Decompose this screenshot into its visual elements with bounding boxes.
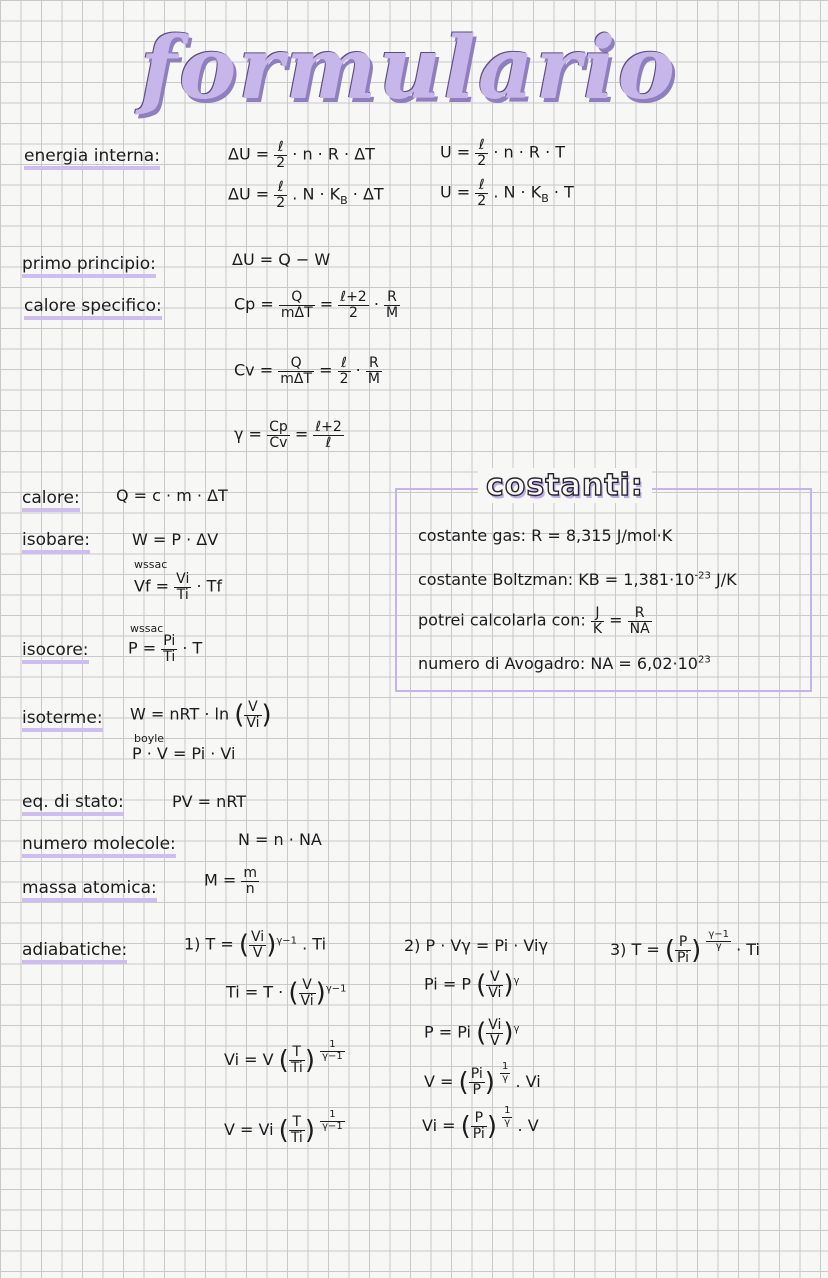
- adiabatica-2-formula-4: V = ( $\frac{Pi}{P}$ ) $\frac{1}{\gamma}$ . Vi: [424, 1061, 541, 1098]
- costante-gas: costante gas: R = 8,315 J/mol·K: [418, 526, 673, 545]
- isobare-vf-formula: Vf = $\frac{Vi}{Ti}$ · Tf: [134, 571, 223, 603]
- energia-formula-4: U = $\frac{\text{ℓ}}{2}$ . $N \cdot K_B \cdot T$: [440, 177, 574, 209]
- adiabatica-1-formula-1: 1) T = ( $\frac{Vi}{V}$ )$^{\gamma-1}$ . Ti: [184, 929, 327, 961]
- isobare-law-note: wssac: [134, 558, 168, 571]
- isocore-formula: P = $\frac{Pi}{Ti}$ · T: [128, 633, 203, 665]
- boyle-formula: P · V = Pi · Vi: [132, 744, 236, 763]
- adiabatica-2-formula-3: P = Pi ( $\frac{Vi}{V}$ )$^\gamma$: [424, 1017, 520, 1049]
- isocore-law-note: wssac: [130, 622, 164, 635]
- primo-principio-label: primo principio:: [22, 254, 156, 274]
- costante-boltzman: costante Boltzman: KB = $1,381\cdot 10^{-23}$ J/K: [418, 570, 737, 589]
- costanti-title: costanti:: [478, 468, 652, 503]
- stato-label: eq. di stato:: [22, 792, 124, 812]
- molecole-formula: N = n · NA: [238, 830, 322, 849]
- adiabatica-1-formula-4: V = Vi ( $\frac{T}{Ti}$ ) $\frac{1}{\gamma-1}$: [224, 1109, 343, 1146]
- stato-formula: PV = nRT: [172, 792, 247, 811]
- isoterme-law-note: boyle: [134, 732, 165, 745]
- costante-avogadro: numero di Avogadro: NA = $6,02\cdot 10^{23}$: [418, 654, 711, 673]
- molecole-label: numero molecole:: [22, 834, 176, 854]
- adiabatiche-label: adiabatiche:: [22, 940, 127, 960]
- calore-formula: Q = c · m · ΔT: [116, 486, 228, 505]
- energia-interna-label: energia interna:: [24, 146, 160, 166]
- adiabatica-2-formula-5: Vi = ( $\frac{P}{Pi}$ ) $\frac{1}{\gamma}$ . V: [422, 1105, 539, 1142]
- energia-formula-2: ΔU = $\frac{\text{ℓ}}{2}$ . $N \cdot K_B \cdot \Delta T$: [228, 179, 384, 211]
- gamma-formula: γ = $\frac{Cp}{Cv}$ = $\frac{\text{ℓ+2}}{\text{ℓ}}$: [234, 419, 342, 451]
- page-title: formulario: [140, 18, 677, 119]
- calore-label: calore:: [22, 488, 80, 508]
- adiabatica-1-formula-3: Vi = V ( $\frac{T}{Ti}$ ) $\frac{1}{\gamma-1}$: [224, 1039, 343, 1076]
- adiabatica-1-formula-2: Ti = T · ( $\frac{V}{Vi}$ )$^{\gamma-1}$: [226, 977, 347, 1009]
- primo-principio-formula: ΔU = Q − W: [232, 250, 331, 269]
- adiabatica-2-formula-2: Pi = P ( $\frac{V}{Vi}$ )$^\gamma$: [424, 969, 520, 1001]
- costante-calcolo: potrei calcolarla con: $\frac{J}{K}$ = $\frac{R}{NA}$: [418, 605, 650, 637]
- calore-specifico-label: calore specifico:: [24, 296, 162, 316]
- isoterme-label: isoterme:: [22, 708, 103, 728]
- energia-formula-3: U = $\frac{\text{ℓ}}{2}$ · n · R · T: [440, 137, 566, 169]
- isobare-label: isobare:: [22, 530, 90, 550]
- isocore-label: isocore:: [22, 640, 89, 660]
- cp-formula: Cp = $\frac{Q}{\text{mΔT}}$ = $\frac{\text{ℓ+2}}{2}$ · $\frac{R}{M}$: [234, 289, 399, 321]
- massa-formula: M = $\frac{m}{n}$: [204, 865, 258, 897]
- energia-formula-1: ΔU = $\frac{\text{ℓ}}{2}$ · n · R · ΔT: [228, 139, 375, 171]
- isoterme-formula: W = nRT · ln ( $\frac{V}{Vi}$ ): [130, 699, 272, 731]
- adiabatica-3-formula: 3) T = ( $\frac{P}{Pi}$ ) $\frac{\gamma-1}{\gamma}$ · Ti: [610, 929, 760, 966]
- isobare-formula: W = P · ΔV: [132, 530, 219, 549]
- massa-label: massa atomica:: [22, 878, 157, 898]
- adiabatica-2-formula-1: 2) P · Vγ = Pi · Viγ: [404, 936, 548, 955]
- cv-formula: Cv = $\frac{Q}{\text{mΔT}}$ = $\frac{\text{ℓ}}{2}$ · $\frac{R}{M}$: [234, 355, 380, 387]
